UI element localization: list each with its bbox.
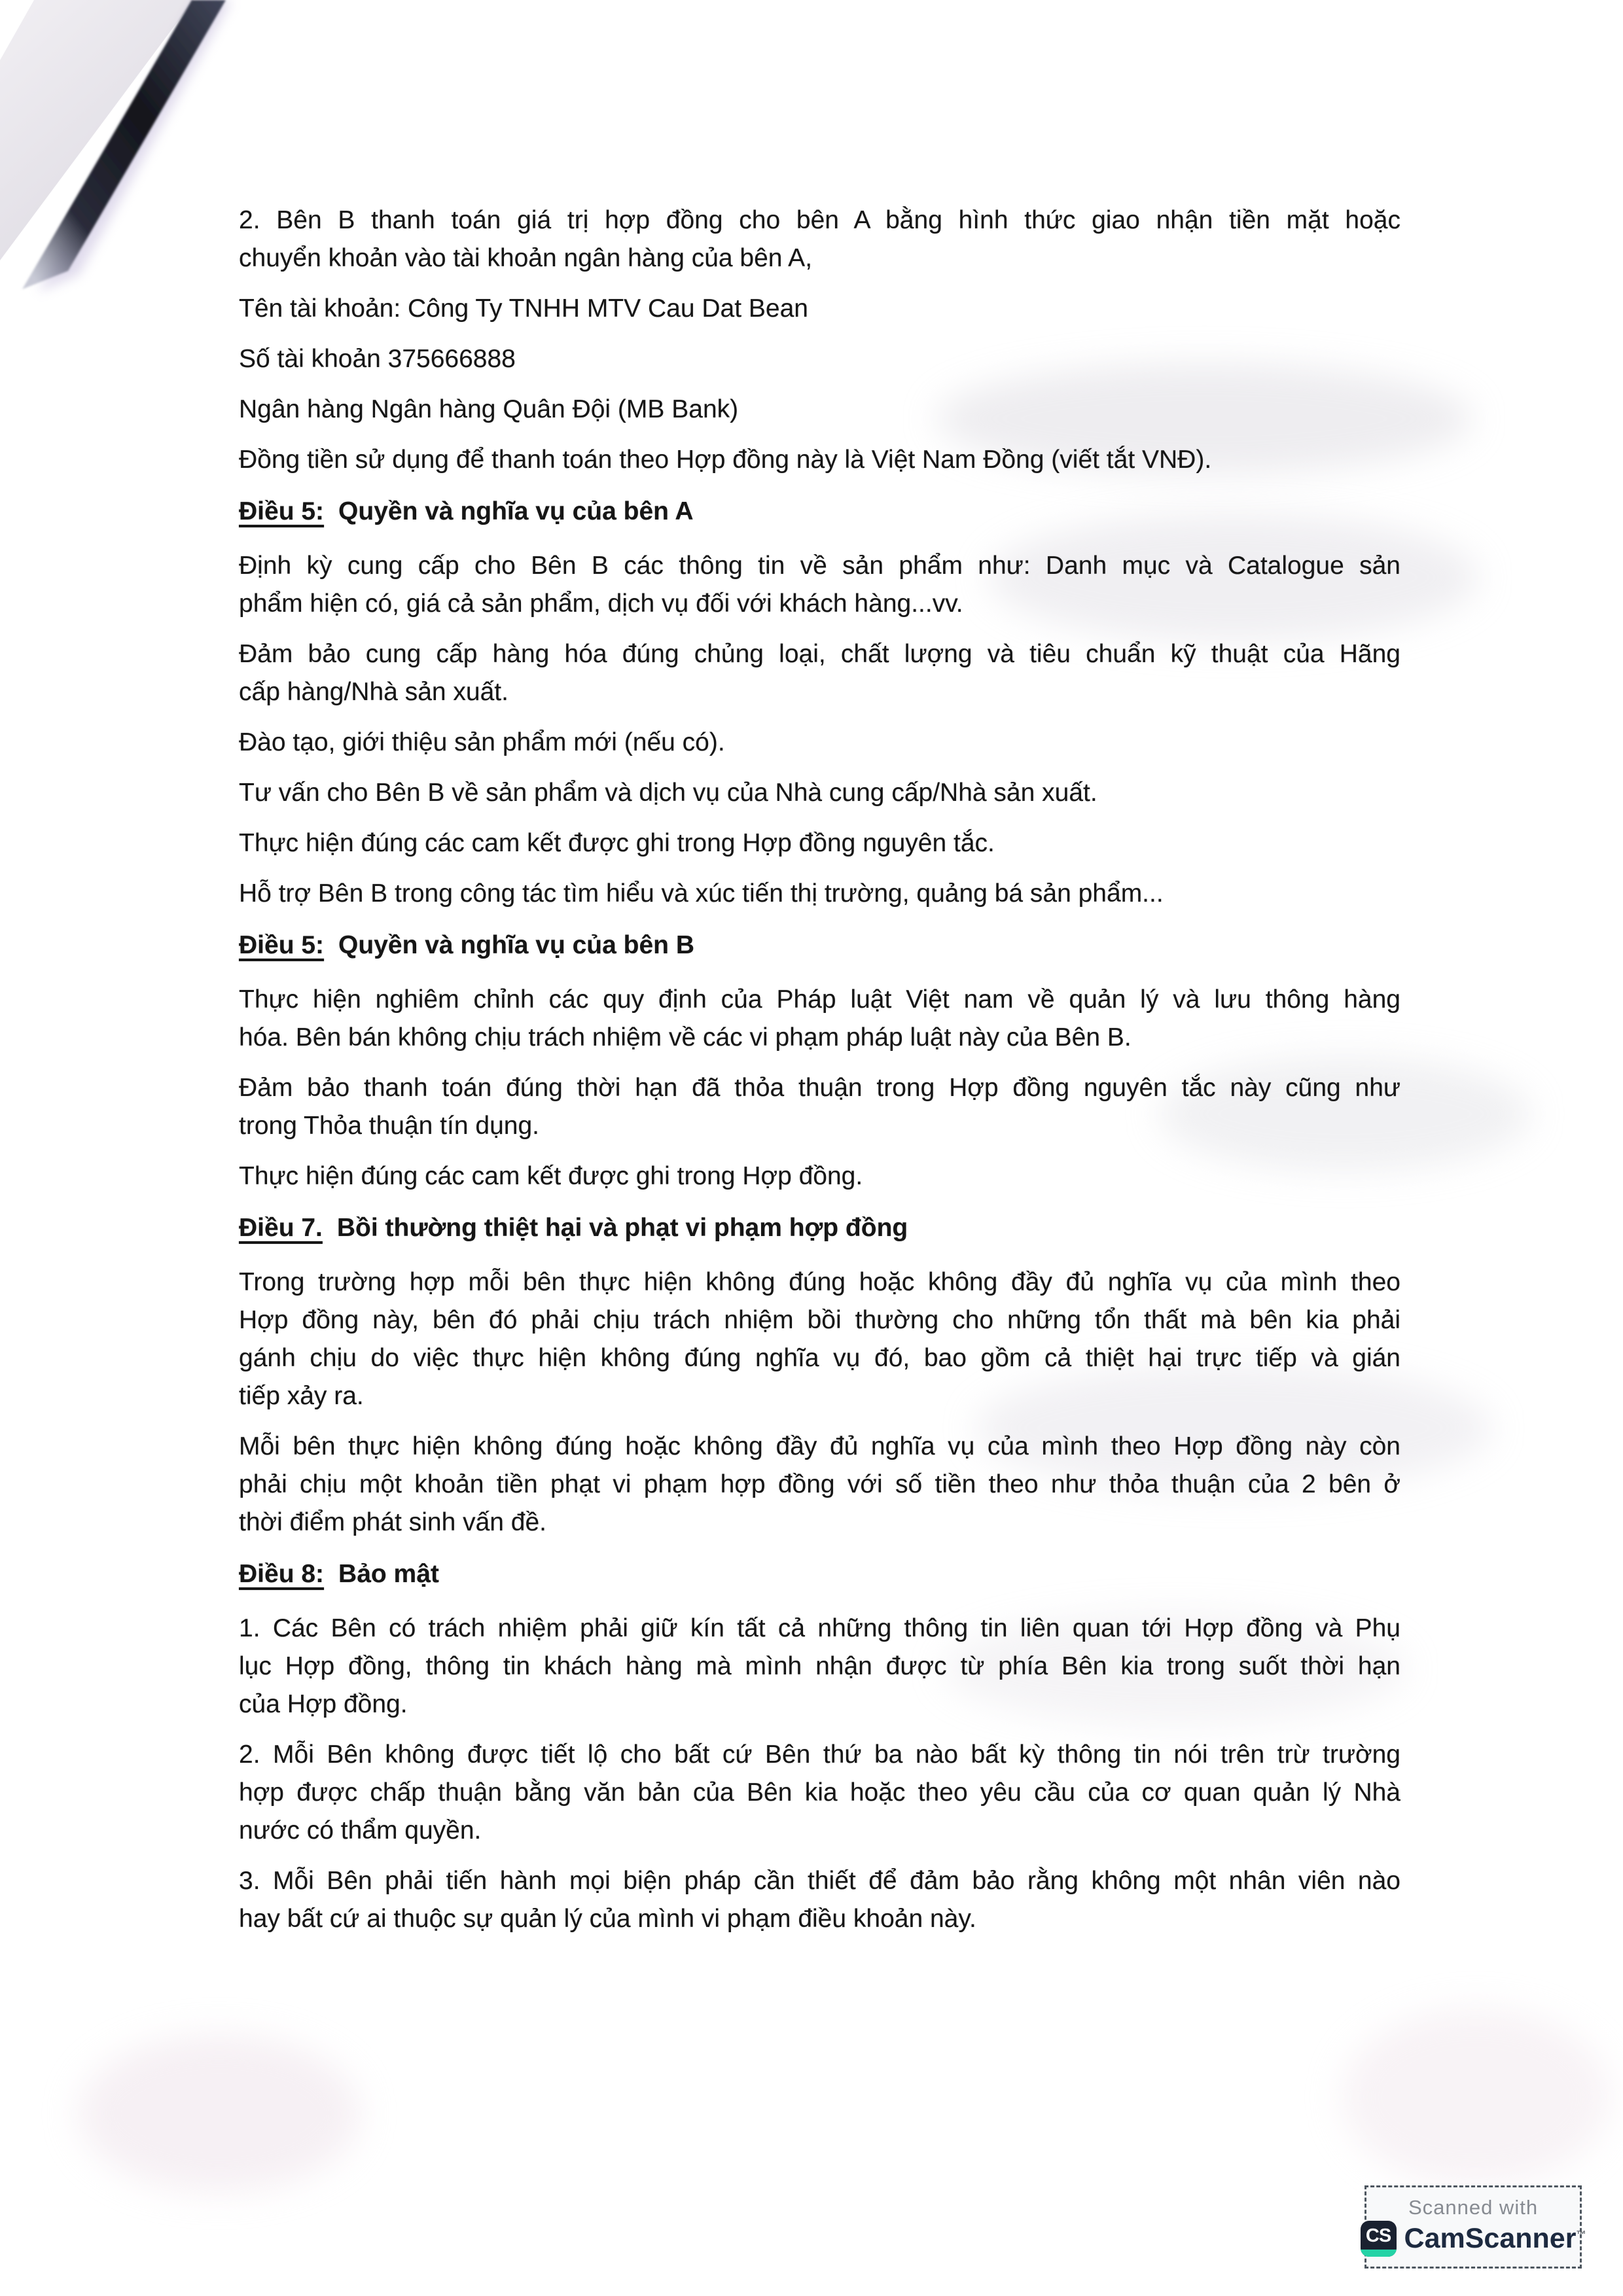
text-line: Tư vấn cho Bên B về sản phẩm và dịch vụ của Nhà cung cấp/Nhà sản xuất. xyxy=(239,779,1097,807)
heading-title: Quyền và nghĩa vụ của bên B xyxy=(338,931,694,959)
camscanner-logo-row xyxy=(1361,2221,1586,2257)
camscanner-brand-text xyxy=(1404,2225,1586,2253)
text-line: Tên tài khoản: Công Ty TNHH MTV Cau Dat Bean xyxy=(239,294,808,323)
text-line: nước có thẩm quyền. xyxy=(239,1816,482,1845)
section-heading xyxy=(239,925,1400,968)
paragraph xyxy=(239,1610,1400,1723)
scanned-with-label: Scanned with xyxy=(1408,2196,1539,2219)
section-heading xyxy=(239,491,1400,535)
heading-title: Quyền và nghĩa vụ của bên A xyxy=(338,497,694,525)
text-line: của Hợp đồng. xyxy=(239,1690,408,1718)
scan-smudge xyxy=(1342,2009,1610,2185)
trademark-symbol: ™ xyxy=(1576,2229,1586,2240)
section-heading xyxy=(239,1554,1400,1597)
camscanner-app-icon xyxy=(1361,2221,1397,2257)
heading-number: Điều 5: xyxy=(239,497,325,525)
text-line: 1. Các Bên có trách nhiệm phải giữ kín tất cả những thông tin liên quan tới Hợp đồng và Phụ xyxy=(239,1614,1400,1642)
text-line: phẩm hiện có, giá cả sản phẩm, dịch vụ đối với khách hàng...vv. xyxy=(239,590,963,618)
camscanner-app-icon-teal-strip xyxy=(1361,2250,1397,2257)
paragraph xyxy=(239,635,1400,711)
heading-number: Điều 7. xyxy=(239,1214,323,1242)
camscanner-brand-name: CamScanner xyxy=(1404,2223,1577,2254)
text-line: tiếp xảy ra. xyxy=(239,1382,364,1410)
page-corner-fold-artifact xyxy=(0,0,262,314)
text-line: Định kỳ cung cấp cho Bên B các thông tin về sản phẩm như: Danh mục và Catalogue sản xyxy=(239,552,1400,580)
paragraph xyxy=(239,1862,1400,1938)
heading-title: Bồi thường thiệt hại và phạt vi phạm hợp đồng xyxy=(336,1214,908,1242)
paragraph xyxy=(239,1428,1400,1542)
paragraph xyxy=(239,1157,1400,1195)
underlying-page-corner xyxy=(0,0,194,260)
text-line: phải chịu một khoản tiền phạt vi phạm hợp đồng với số tiền theo như thỏa thuận của 2 bên ở xyxy=(239,1470,1400,1498)
text-line: Thực hiện nghiêm chỉnh các quy định của Pháp luật Việt nam về quản lý và lưu thông hàng xyxy=(239,985,1400,1014)
text-line: Số tài khoản 375666888 xyxy=(239,345,516,373)
text-line: gánh chịu do việc thực hiện không đúng nghĩa vụ đó, bao gồm cả thiệt hại trực tiếp và gián xyxy=(239,1344,1400,1372)
camscanner-app-icon-letters: CS xyxy=(1365,2225,1391,2246)
text-line: Đảm bảo cung cấp hàng hóa đúng chủng loại, chất lượng và tiêu chuẩn kỹ thuật của Hãng xyxy=(239,640,1400,668)
heading-title: Bảo mật xyxy=(338,1560,439,1588)
text-line: Thực hiện đúng các cam kết được ghi trong Hợp đồng. xyxy=(239,1162,863,1190)
text-line: hay bất cứ ai thuộc sự quản lý của mình vi phạm điều khoản này. xyxy=(239,1905,976,1933)
text-line: Đồng tiền sử dụng để thanh toán theo Hợp đồng này là Việt Nam Đồng (viết tắt VNĐ). xyxy=(239,446,1212,474)
paragraph xyxy=(239,875,1400,913)
text-line: chuyển khoản vào tài khoản ngân hàng của bên A, xyxy=(239,244,813,272)
text-line: lục Hợp đồng, thông tin khách hàng mà mình nhận được từ phía Bên kia trong suốt thời hạn xyxy=(239,1652,1400,1680)
paragraph xyxy=(239,724,1400,762)
text-line: hợp được chấp thuận bằng văn bản của Bên kia hoặc theo yêu cầu của cơ quan quản lý Nhà xyxy=(239,1778,1400,1807)
text-line: Thực hiện đúng các cam kết được ghi trong Hợp đồng nguyên tắc. xyxy=(239,829,995,857)
paragraph xyxy=(239,981,1400,1057)
text-line: Hỗ trợ Bên B trong công tác tìm hiểu và xúc tiến thị trường, quảng bá sản phẩm... xyxy=(239,879,1164,908)
text-line: hóa. Bên bán không chịu trách nhiệm về các vi phạm pháp luật này của Bên B. xyxy=(239,1023,1132,1051)
text-line: Mỗi bên thực hiện không đúng hoặc không đầy đủ nghĩa vụ của mình theo Hợp đồng này còn xyxy=(239,1432,1400,1460)
text-line: 2. Mỗi Bên không được tiết lộ cho bất cứ Bên thứ ba nào bất kỳ thông tin nói trên trừ trường xyxy=(239,1740,1400,1769)
paragraph xyxy=(239,824,1400,862)
text-line: Trong trường hợp mỗi bên thực hiện không đúng hoặc không đầy đủ nghĩa vụ của mình theo xyxy=(239,1268,1400,1296)
camscanner-watermark xyxy=(1364,2185,1586,2269)
text-line: 3. Mỗi Bên phải tiến hành mọi biện pháp cần thiết để đảm bảo rằng không một nhân viên nào xyxy=(239,1867,1400,1895)
heading-number: Điều 5: xyxy=(239,931,325,959)
text-line: thời điểm phát sinh vấn đề. xyxy=(239,1508,547,1536)
paragraph xyxy=(239,1069,1400,1145)
section-heading xyxy=(239,1208,1400,1251)
paragraph xyxy=(239,290,1400,328)
paragraph xyxy=(239,441,1400,479)
heading-number: Điều 8: xyxy=(239,1560,325,1588)
fold-shadow-glow xyxy=(38,0,232,292)
paragraph xyxy=(239,391,1400,429)
paragraph xyxy=(239,202,1400,277)
paragraph xyxy=(239,1736,1400,1850)
text-line: 2. Bên B thanh toán giá trị hợp đồng cho bên A bằng hình thức giao nhận tiền mặt hoặc xyxy=(239,206,1400,234)
scan-smudge xyxy=(79,2035,360,2192)
text-line: Ngân hàng Ngân hàng Quân Đội (MB Bank) xyxy=(239,395,739,423)
text-line: trong Thỏa thuận tín dụng. xyxy=(239,1112,539,1140)
text-line: Đào tạo, giới thiệu sản phẩm mới (nếu có). xyxy=(239,728,725,756)
paragraph xyxy=(239,340,1400,378)
paragraph xyxy=(239,774,1400,812)
text-line: Đảm bảo thanh toán đúng thời hạn đã thỏa thuận trong Hợp đồng nguyên tắc này cũng như xyxy=(239,1074,1400,1102)
paragraph xyxy=(239,1263,1400,1415)
fold-dark-edge xyxy=(22,0,226,289)
paragraph xyxy=(239,547,1400,623)
contract-text xyxy=(239,202,1400,1951)
text-line: cấp hàng/Nhà sản xuất. xyxy=(239,678,508,706)
text-line: Hợp đồng này, bên đó phải chịu trách nhiệm bồi thường cho những tổn thất mà bên kia phải xyxy=(239,1306,1400,1334)
